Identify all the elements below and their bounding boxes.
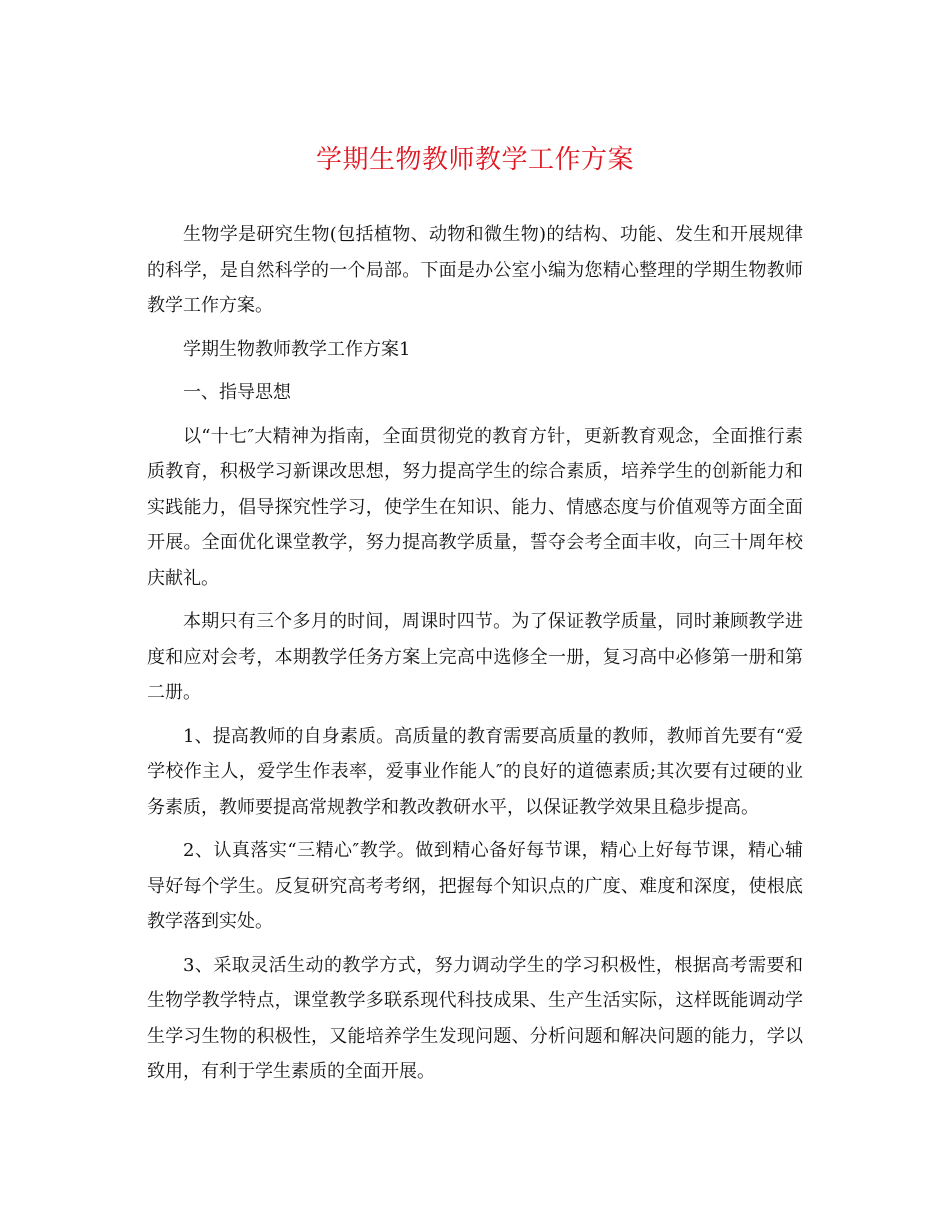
section-title: 学期生物教师教学工作方案1 bbox=[183, 338, 411, 360]
guiding-thought-paragraph: 以“十七″大精神为指南，全面贯彻党的教育方针，更新教育观念，全面推行素质教育，积极学习新课改思想，努力提高学生的综合素质，培养学生的创新能力和实践能力，倡导探究性学习，使学生在知识、能力、情感态度与价值观等方面全面开展。全面优化课堂教学，努力提高教学质量，誓夺会考全面丰收，向三十周年校庆献礼。 bbox=[147, 425, 803, 589]
intro-paragraph: 生物学是研究生物(包括植物、动物和微生物)的结构、功能、发生和开展规律的科学，是自然科学的一个局部。下面是办公室小编为您精心整理的学期生物教师教学工作方案。 bbox=[147, 224, 803, 316]
measure-3-paragraph: 3、采取灵活生动的教学方式，努力调动学生的学习积极性，根据高考需要和生物学教学特点，课堂教学多联系现代科技成果、生产生活实际，这样既能调动学生学习生物的积极性，又能培养学生发现问题、分析问题和解决问题的能力，学以致用，有利于学生素质的全面开展。 bbox=[147, 954, 803, 1082]
schedule-paragraph: 本期只有三个多月的时间，周课时四节。为了保证教学质量，同时兼顾教学进度和应对会考，本期教学任务方案上完高中选修全一册，复习高中必修第一册和第二册。 bbox=[147, 611, 803, 703]
measure-1-paragraph: 1、提高教师的自身素质。高质量的教育需要高质量的教师，教师首先要有“爱学校作主人，爱学生作表率，爱事业作能人″的良好的道德素质;其次要有过硬的业务素质，教师要提高常规教学和教改教研水平，以保证教学效果且稳步提高。 bbox=[147, 725, 803, 818]
document-body bbox=[147, 217, 803, 1098]
measure-2-paragraph: 2、认真落实“三精心″教学。做到精心备好每节课，精心上好每节课，精心辅导好每个学生。反复研究高考考纲，把握每个知识点的广度、难度和深度，使根底教学落到实处。 bbox=[147, 840, 803, 932]
document-title: 学期生物教师教学工作方案 bbox=[315, 145, 634, 175]
subsection-heading: 一、指导思想 bbox=[183, 382, 291, 403]
